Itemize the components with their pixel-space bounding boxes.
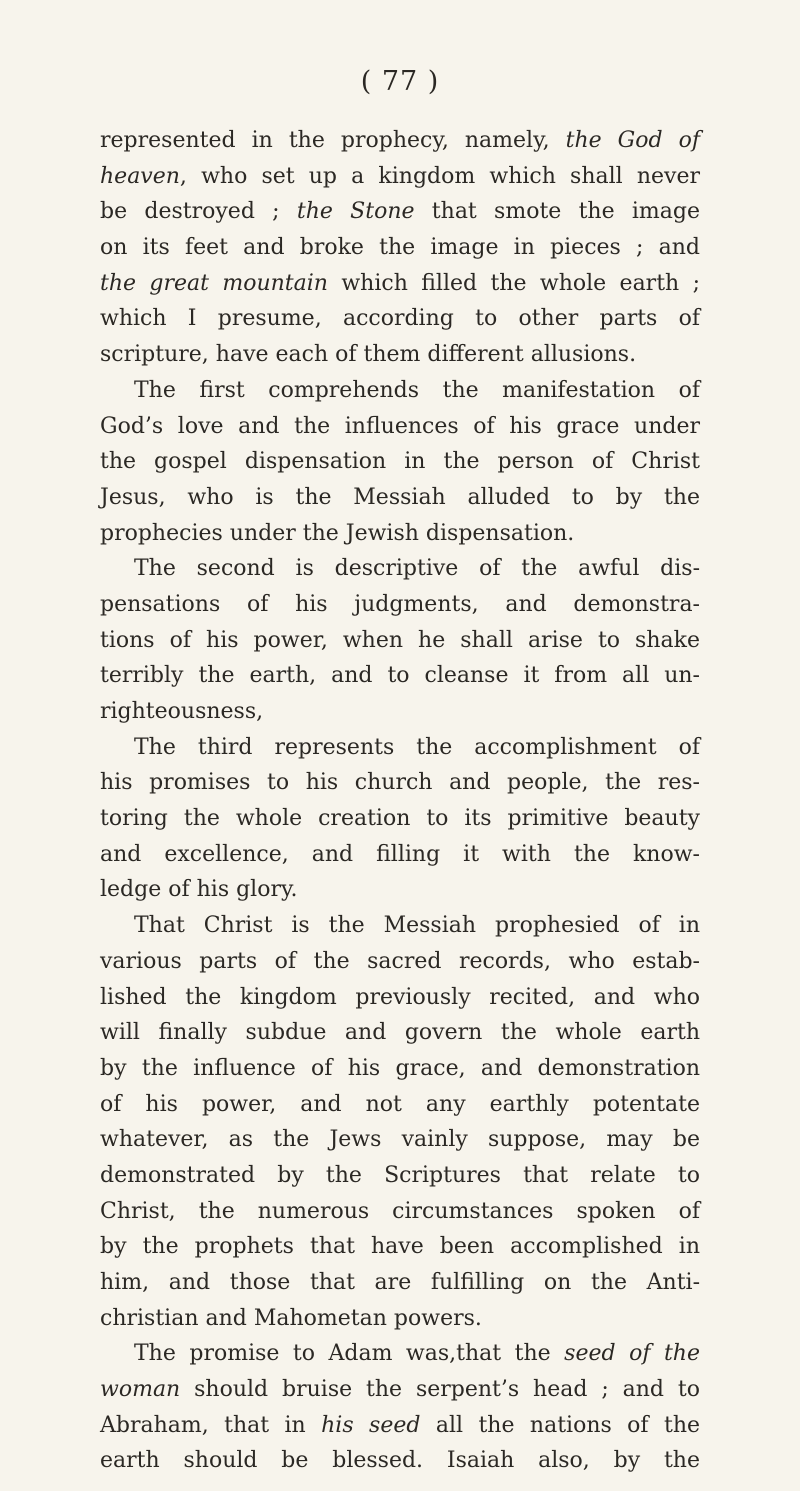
- text-line: [100, 444, 700, 480]
- italic-text: the God of: [565, 128, 700, 153]
- body-text: [100, 123, 700, 1479]
- text-run: scripture, have each of them different allusions.: [100, 342, 637, 368]
- text-line: [100, 908, 700, 944]
- text-run: toring the whole creation to its primitive beauty: [100, 806, 700, 832]
- text-run: should bruise the serpent’s head ; and to: [180, 1377, 700, 1403]
- text-line: [100, 587, 700, 623]
- text-run: various parts of the sacred records, who estab-: [100, 948, 700, 974]
- text-run: of his power, and not any earthly potentate: [100, 1091, 700, 1117]
- text-line: [100, 980, 700, 1016]
- text-run: tions of his power, when he shall arise to shake: [100, 627, 700, 653]
- text-line: [100, 1372, 700, 1408]
- text-line: [100, 1229, 700, 1265]
- text-run: all the nations of the: [420, 1412, 701, 1438]
- text-run: whatever, as the Jews vainly suppose, may be: [100, 1127, 700, 1153]
- text-line: [100, 837, 700, 873]
- text-line: [100, 1015, 700, 1051]
- text-run: christian and Mahometan powers.: [100, 1305, 482, 1331]
- italic-text: heaven: [100, 163, 180, 189]
- text-run: demonstrated by the Scriptures that relate to: [100, 1162, 700, 1188]
- page-number: ( 77 ): [360, 66, 440, 97]
- italic-text: the Stone: [296, 199, 415, 225]
- text-line: [100, 230, 700, 266]
- text-line: [100, 872, 700, 908]
- text-run: the gospel dispensation in the person of Christ: [100, 449, 700, 475]
- text-line: [100, 159, 700, 195]
- text-line: [100, 1265, 700, 1301]
- text-run: lished the kingdom previously recited, and who: [100, 984, 700, 1010]
- text-line: [100, 801, 700, 837]
- text-run: which I presume, according to other parts of: [100, 306, 700, 332]
- text-line: [100, 1336, 700, 1372]
- text-line: [100, 337, 700, 373]
- text-run: represented in the prophecy, namely,: [100, 128, 566, 153]
- text-run: pensations of his judgments, and demonstra-: [100, 591, 700, 617]
- text-line: [100, 123, 700, 159]
- text-run: ledge of his glory.: [100, 877, 298, 903]
- text-line: [100, 301, 700, 337]
- text-run: by the prophets that have been accomplished in: [100, 1234, 700, 1260]
- text-run: The third represents the accomplishment of: [134, 734, 700, 760]
- text-line: [100, 551, 700, 587]
- text-run: The second is descriptive of the awful dis-: [134, 556, 700, 582]
- text-run: righteousness,: [100, 699, 264, 724]
- text-run: , who set up a kingdom which shall never: [179, 163, 700, 189]
- text-line: [100, 1408, 700, 1444]
- text-line: [100, 1194, 700, 1230]
- text-line: [100, 1087, 700, 1123]
- text-run: terribly the earth, and to cleanse it from all un-: [100, 663, 700, 689]
- text-run: prophecies under the Jewish dispensation.: [100, 520, 575, 546]
- italic-text: the great mountain: [100, 270, 328, 296]
- text-run: The promise to Adam was,that the: [134, 1341, 565, 1367]
- italic-text: seed of the: [564, 1341, 700, 1367]
- text-run: on its feet and broke the image in pieces ; and: [100, 235, 700, 261]
- text-run: his promises to his church and people, the res-: [100, 770, 700, 796]
- text-line: [100, 266, 700, 302]
- text-run: God’s love and the influences of his grace under: [100, 413, 700, 439]
- text-line: [100, 516, 700, 552]
- text-line: [100, 623, 700, 659]
- text-line: [100, 194, 700, 230]
- text-line: [100, 730, 700, 766]
- text-line: [100, 1158, 700, 1194]
- text-run: that smote the image: [414, 199, 700, 225]
- text-line: [100, 373, 700, 409]
- text-run: Abraham, that in: [100, 1412, 322, 1438]
- text-run: will finally subdue and govern the whole earth: [100, 1020, 700, 1046]
- text-line: [100, 765, 700, 801]
- text-run: Christ, the numerous circumstances spoken of: [100, 1198, 700, 1224]
- text-line: [100, 944, 700, 980]
- italic-text: woman: [100, 1377, 181, 1403]
- text-line: [100, 1051, 700, 1087]
- text-line: [100, 1443, 700, 1479]
- text-line: [100, 480, 700, 516]
- text-run: by the influence of his grace, and demonstration: [100, 1055, 700, 1081]
- text-run: The first comprehends the manifestation of: [134, 377, 700, 403]
- italic-text: his seed: [321, 1412, 421, 1438]
- text-run: earth should be blessed. Isaiah also, by the: [100, 1448, 700, 1474]
- text-run: him, and those that are fulfilling on the Anti-: [100, 1270, 700, 1295]
- text-line: [100, 1122, 700, 1158]
- text-run: which filled the whole earth ;: [327, 270, 700, 296]
- text-run: and excellence, and filling it with the know-: [100, 841, 700, 867]
- text-line: [100, 658, 700, 694]
- text-line: [100, 409, 700, 445]
- text-line: [100, 1301, 700, 1337]
- text-run: Jesus, who is the Messiah alluded to by the: [100, 484, 700, 510]
- text-run: be destroyed ;: [100, 199, 297, 225]
- text-line: [100, 694, 700, 730]
- text-run: That Christ is the Messiah prophesied of in: [134, 913, 700, 939]
